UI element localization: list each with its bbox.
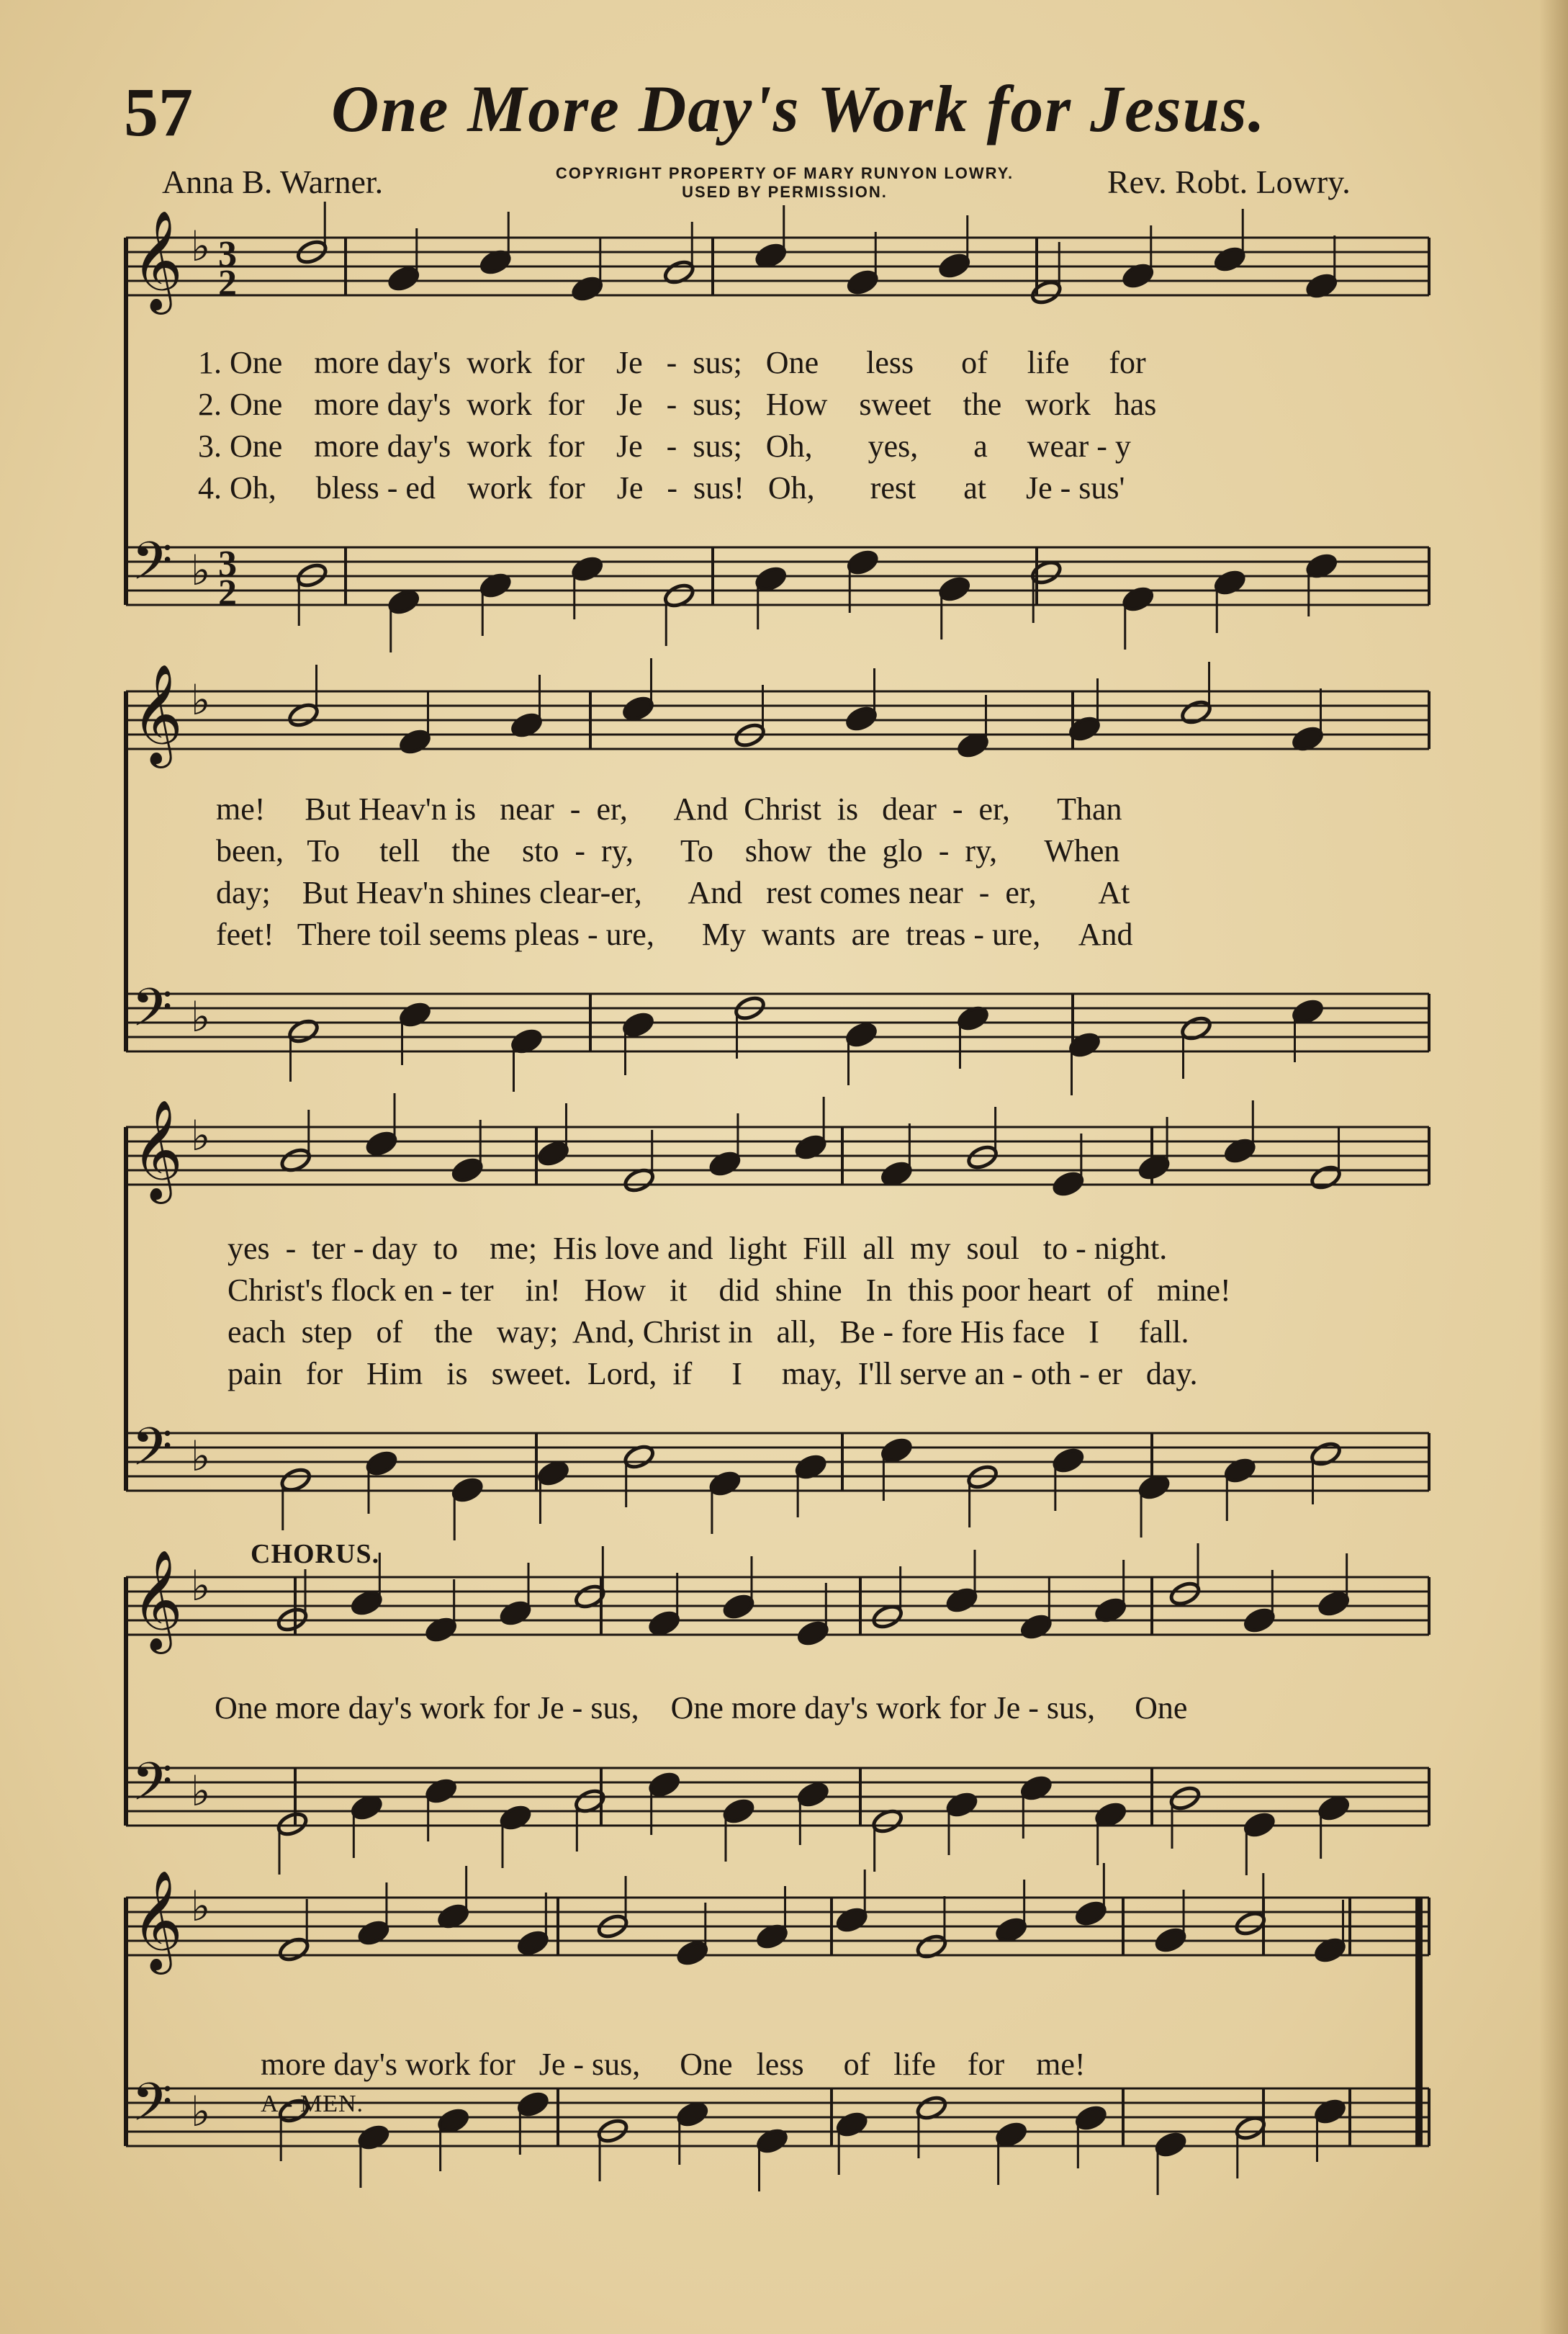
key-flat: ♭ bbox=[191, 1111, 211, 1160]
quarter-note bbox=[1243, 1811, 1276, 1839]
chorus-label: CHORUS. bbox=[251, 1539, 380, 1569]
quarter-note bbox=[938, 252, 971, 280]
verse-2-line-3: Christ's flock en - ter in! How it did shine In this poor heart of mine! bbox=[227, 1273, 1231, 1308]
half-note bbox=[1168, 1580, 1202, 1608]
quarter-note bbox=[365, 1450, 398, 1478]
key-flat: ♭ bbox=[191, 675, 211, 724]
hymn-title: One More Day's Work for Jesus. bbox=[331, 72, 1266, 145]
verse-1-line-2: me! But Heav'n is near - er, And Christ is dear - er, Than bbox=[216, 791, 1122, 827]
quarter-note bbox=[846, 269, 879, 297]
quarter-note bbox=[1052, 1447, 1085, 1475]
key-flat: ♭ bbox=[191, 2087, 211, 2136]
quarter-note bbox=[357, 1919, 390, 1947]
quarter-note bbox=[647, 1771, 680, 1799]
quarter-note bbox=[754, 565, 788, 593]
key-flat: ♭ bbox=[191, 1767, 211, 1815]
copyright-line-2: USED BY PERMISSION. bbox=[682, 183, 888, 201]
quarter-note bbox=[398, 728, 431, 756]
quarter-note bbox=[880, 1437, 913, 1465]
chorus-lyric-text: more day's work for Je - sus, One less of life for me! bbox=[261, 2047, 1086, 2082]
time-signature-top: 3 bbox=[218, 544, 237, 585]
key-flat: ♭ bbox=[191, 1882, 211, 1931]
quarter-note bbox=[1137, 1154, 1171, 1182]
quarter-note bbox=[1074, 1900, 1107, 1928]
quarter-note bbox=[647, 1610, 680, 1638]
quarter-note bbox=[794, 1134, 827, 1162]
verse-2-line-1: 2. One more day's work for Je - sus; How sweet the work has bbox=[198, 387, 1157, 422]
time-signature-bottom: 2 bbox=[218, 263, 237, 304]
quarter-note bbox=[621, 1011, 654, 1039]
time-signature-bottom: 2 bbox=[218, 573, 237, 614]
verse-3-line-1: 3. One more day's work for Je - sus; Oh, yes, a wear - y bbox=[198, 428, 1131, 464]
hymn-number: 57 bbox=[124, 73, 193, 151]
quarter-note bbox=[844, 1021, 878, 1049]
bass-clef: 𝄢 bbox=[132, 977, 173, 1051]
quarter-note bbox=[945, 1791, 978, 1819]
verse-4-line-1: 4. Oh, bless - ed work for Je - sus! Oh, rest at Je - sus' bbox=[198, 470, 1125, 506]
verse-2-line-2: been, To tell the sto - ry, To show the glo - ry, When bbox=[216, 833, 1120, 868]
quarter-note bbox=[365, 1130, 398, 1158]
quarter-note bbox=[424, 1777, 457, 1805]
verse-3-line-2: day; But Heav'n shines clear-er, And rest comes near - er, At bbox=[216, 875, 1130, 910]
bass-clef: 𝄢 bbox=[132, 2071, 173, 2145]
quarter-note bbox=[350, 1589, 383, 1617]
quarter-note bbox=[722, 1593, 755, 1621]
half-note bbox=[1029, 279, 1063, 307]
quarter-note bbox=[1317, 1795, 1350, 1823]
quarter-note bbox=[708, 1150, 742, 1178]
bass-clef: 𝄢 bbox=[132, 530, 173, 604]
verse-4-line-3: pain for Him is sweet. Lord, if I may, I'll serve an - oth - er day. bbox=[227, 1356, 1198, 1391]
quarter-note bbox=[1213, 569, 1246, 597]
half-note bbox=[1168, 1785, 1202, 1813]
quarter-note bbox=[938, 575, 971, 603]
quarter-note bbox=[1019, 1774, 1053, 1803]
quarter-note bbox=[621, 695, 654, 723]
quarter-note bbox=[571, 555, 604, 583]
quarter-note bbox=[536, 1460, 569, 1488]
verse-4-line-2: feet! There toil seems pleas - ure, My wants are treas - ure, And bbox=[216, 917, 1133, 952]
verse-1-line-3: yes - ter - day to me; His love and light Fill all my soul to - night. bbox=[227, 1231, 1168, 1266]
quarter-note bbox=[1019, 1613, 1053, 1641]
half-note bbox=[662, 259, 695, 287]
quarter-note bbox=[571, 275, 604, 303]
key-flat: ♭ bbox=[191, 1561, 211, 1610]
quarter-note bbox=[1052, 1170, 1085, 1198]
key-flat: ♭ bbox=[191, 1432, 211, 1481]
quarter-note bbox=[835, 1906, 868, 1934]
quarter-note bbox=[1213, 246, 1246, 274]
quarter-note bbox=[398, 1001, 431, 1029]
key-flat: ♭ bbox=[191, 222, 211, 271]
quarter-note bbox=[387, 265, 420, 293]
quarter-note bbox=[387, 588, 420, 616]
half-note bbox=[276, 1810, 309, 1839]
half-note bbox=[1179, 1015, 1212, 1043]
verse-3-line-3: each step of the way; And, Christ in all, Be - fore His face I fall. bbox=[227, 1314, 1189, 1350]
half-note bbox=[287, 1018, 320, 1046]
half-note bbox=[1309, 1440, 1342, 1468]
author-credit: Anna B. Warner. bbox=[162, 163, 384, 200]
treble-clef: 𝄞 bbox=[132, 1870, 183, 1970]
quarter-note bbox=[1122, 585, 1155, 614]
key-flat: ♭ bbox=[191, 992, 211, 1041]
half-note bbox=[965, 1144, 999, 1172]
amen-text: A - MEN. bbox=[261, 2091, 364, 2117]
chorus-lyric-line-2 bbox=[229, 2009, 1086, 2156]
treble-clef: 𝄞 bbox=[132, 664, 183, 764]
quarter-note bbox=[676, 1939, 709, 1967]
half-note bbox=[915, 1933, 948, 1961]
treble-clef: 𝄞 bbox=[132, 1100, 183, 1200]
treble-clef: 𝄞 bbox=[132, 210, 183, 310]
quarter-note bbox=[722, 1797, 755, 1826]
quarter-note bbox=[844, 705, 878, 733]
copyright-line-1: COPYRIGHT PROPERTY OF MARY RUNYON LOWRY. bbox=[555, 164, 1014, 182]
treble-clef: 𝄞 bbox=[132, 1550, 183, 1650]
key-flat: ♭ bbox=[191, 546, 211, 595]
quarter-note bbox=[499, 1804, 532, 1832]
bass-clef: 𝄢 bbox=[132, 1751, 173, 1825]
verse-1-line-1: 1. One more day's work for Je - sus; One less of life for bbox=[198, 345, 1146, 380]
quarter-note bbox=[536, 1140, 569, 1168]
quarter-note bbox=[1154, 1926, 1187, 1954]
half-note bbox=[277, 1936, 310, 1964]
quarter-note bbox=[796, 1620, 829, 1648]
quarter-note bbox=[708, 1470, 742, 1498]
quarter-note bbox=[1223, 1457, 1256, 1485]
bass-clef: 𝄢 bbox=[132, 1416, 173, 1490]
time-signature-top: 3 bbox=[218, 234, 237, 275]
chorus-lyric-line-1: One more day's work for Je - sus, One more day's work for Je - sus, One bbox=[215, 1690, 1188, 1725]
half-note bbox=[1309, 1164, 1342, 1192]
quarter-note bbox=[451, 1476, 484, 1504]
composer-credit: Rev. Robt. Lowry. bbox=[1107, 163, 1351, 200]
quarter-note bbox=[846, 549, 879, 577]
quarter-note bbox=[1243, 1607, 1276, 1635]
quarter-note bbox=[796, 1781, 829, 1809]
quarter-note bbox=[1154, 2131, 1187, 2159]
half-note bbox=[1179, 699, 1212, 727]
quarter-note bbox=[451, 1157, 484, 1185]
quarter-note bbox=[1313, 2098, 1346, 2126]
quarter-note bbox=[516, 1929, 549, 1957]
quarter-note bbox=[1317, 1590, 1350, 1618]
quarter-note bbox=[499, 1599, 532, 1628]
quarter-note bbox=[945, 1586, 978, 1615]
